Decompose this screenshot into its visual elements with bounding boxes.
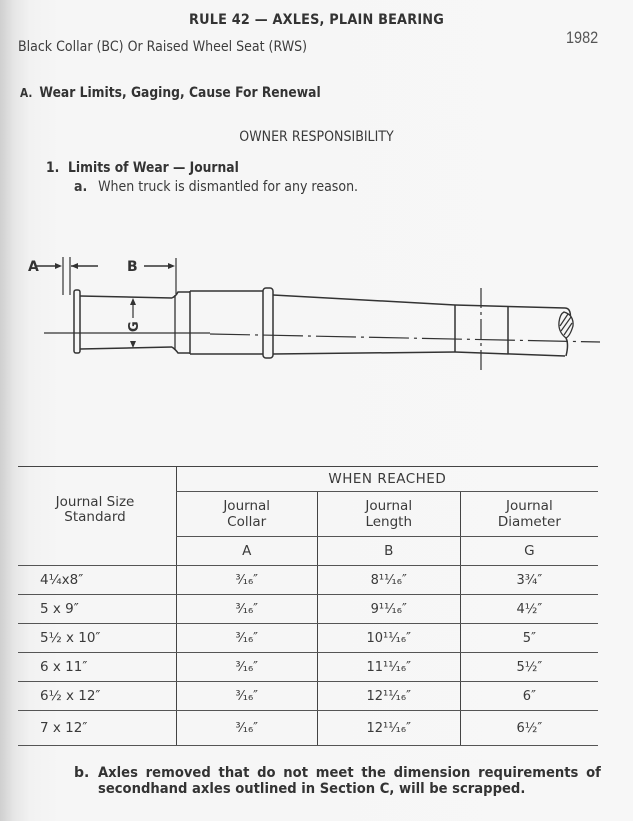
col-header-diameter xyxy=(460,492,598,537)
subitem-b-letter: b. xyxy=(74,765,90,781)
table-row xyxy=(18,711,598,746)
cell-diameter: 5″ xyxy=(460,624,598,653)
responsibility-heading: OWNER RESPONSIBILITY xyxy=(239,129,394,145)
table-row xyxy=(18,566,598,595)
cell-length: 10¹¹⁄₁₆″ xyxy=(317,624,460,653)
col-letter-a: A xyxy=(176,537,317,566)
table-row xyxy=(18,682,598,711)
cell-size: 6 x 11″ xyxy=(18,653,176,682)
cell-size: 7 x 12″ xyxy=(18,711,176,746)
cell-diameter: 4½″ xyxy=(460,595,598,624)
body-bottom xyxy=(455,352,565,356)
cell-diameter: 6½″ xyxy=(460,711,598,746)
label-b: B xyxy=(127,259,138,275)
label-a: A xyxy=(28,259,39,275)
cell-size: 6½ x 12″ xyxy=(18,682,176,711)
item-title: Limits of Wear — Journal xyxy=(68,160,239,176)
col-title-length: Journal Length xyxy=(365,498,413,530)
journal-top xyxy=(80,296,172,298)
cell-collar: ³⁄₁₆″ xyxy=(176,624,317,653)
col-title-diameter: Journal Diameter xyxy=(497,498,561,530)
cell-length: 8¹¹⁄₁₆″ xyxy=(317,566,460,595)
group-header: WHEN REACHED xyxy=(176,467,598,492)
item-heading xyxy=(46,160,239,176)
cell-length: 11¹¹⁄₁₆″ xyxy=(317,653,460,682)
journal-bottom xyxy=(80,347,172,349)
axle-diagram xyxy=(0,250,633,380)
label-g: G xyxy=(127,321,142,332)
cell-length: 12¹¹⁄₁₆″ xyxy=(317,682,460,711)
page-year: 1982 xyxy=(566,28,599,47)
cell-size: 5 x 9″ xyxy=(18,595,176,624)
subitem-a xyxy=(74,179,358,195)
page-subtitle: Black Collar (BC) Or Raised Wheel Seat (RWS) xyxy=(18,39,308,55)
cell-diameter: 5½″ xyxy=(460,653,598,682)
page-title: RULE 42 — AXLES, PLAIN BEARING xyxy=(188,12,445,28)
wear-limits-table xyxy=(18,466,598,746)
section-title: Wear Limits, Gaging, Cause For Renewal xyxy=(39,85,321,101)
subitem-b-text: Axles removed that do not meet the dimension requirements of secondhand axles outlined in Section C, will be scrapped. xyxy=(98,765,601,797)
cell-diameter: 3¾″ xyxy=(460,566,598,595)
cell-collar: ³⁄₁₆″ xyxy=(176,566,317,595)
table-row xyxy=(18,595,598,624)
cell-collar: ³⁄₁₆″ xyxy=(176,595,317,624)
section-letter: A. xyxy=(20,86,33,100)
axle-collar xyxy=(74,290,80,353)
section-heading xyxy=(20,85,321,101)
row-header-label: Journal Size Standard xyxy=(55,494,135,525)
seat-top xyxy=(273,295,455,305)
col-header-collar xyxy=(176,492,317,537)
centerline-main xyxy=(210,334,600,342)
col-header-length xyxy=(317,492,460,537)
dim-g-arrow-bottom xyxy=(130,341,136,348)
cell-length: 9¹¹⁄₁₆″ xyxy=(317,595,460,624)
seat-bottom xyxy=(273,352,455,354)
cell-diameter: 6″ xyxy=(460,682,598,711)
hatch-section xyxy=(559,312,573,338)
col-letter-b: B xyxy=(317,537,460,566)
col-title-collar: Journal Collar xyxy=(223,498,271,530)
cell-size: 4¼x8″ xyxy=(18,566,176,595)
dim-a-arrow xyxy=(55,263,62,269)
subitem-b xyxy=(74,765,599,797)
row-header-cell xyxy=(18,467,176,566)
cell-size: 5½ x 10″ xyxy=(18,624,176,653)
dim-b-arrow-right xyxy=(168,263,175,269)
wheel-seat-ring xyxy=(263,288,273,358)
table-row xyxy=(18,624,598,653)
table-row xyxy=(18,653,598,682)
item-number: 1. xyxy=(46,160,60,176)
dim-g-arrow-top xyxy=(130,298,136,305)
cell-collar: ³⁄₁₆″ xyxy=(176,711,317,746)
col-letter-g: G xyxy=(460,537,598,566)
cell-length: 12¹¹⁄₁₆″ xyxy=(317,711,460,746)
cell-collar: ³⁄₁₆″ xyxy=(176,682,317,711)
subitem-a-text: When truck is dismantled for any reason. xyxy=(98,179,359,195)
cell-collar: ³⁄₁₆″ xyxy=(176,653,317,682)
body-top xyxy=(455,305,565,308)
subitem-a-letter: a. xyxy=(74,179,88,195)
